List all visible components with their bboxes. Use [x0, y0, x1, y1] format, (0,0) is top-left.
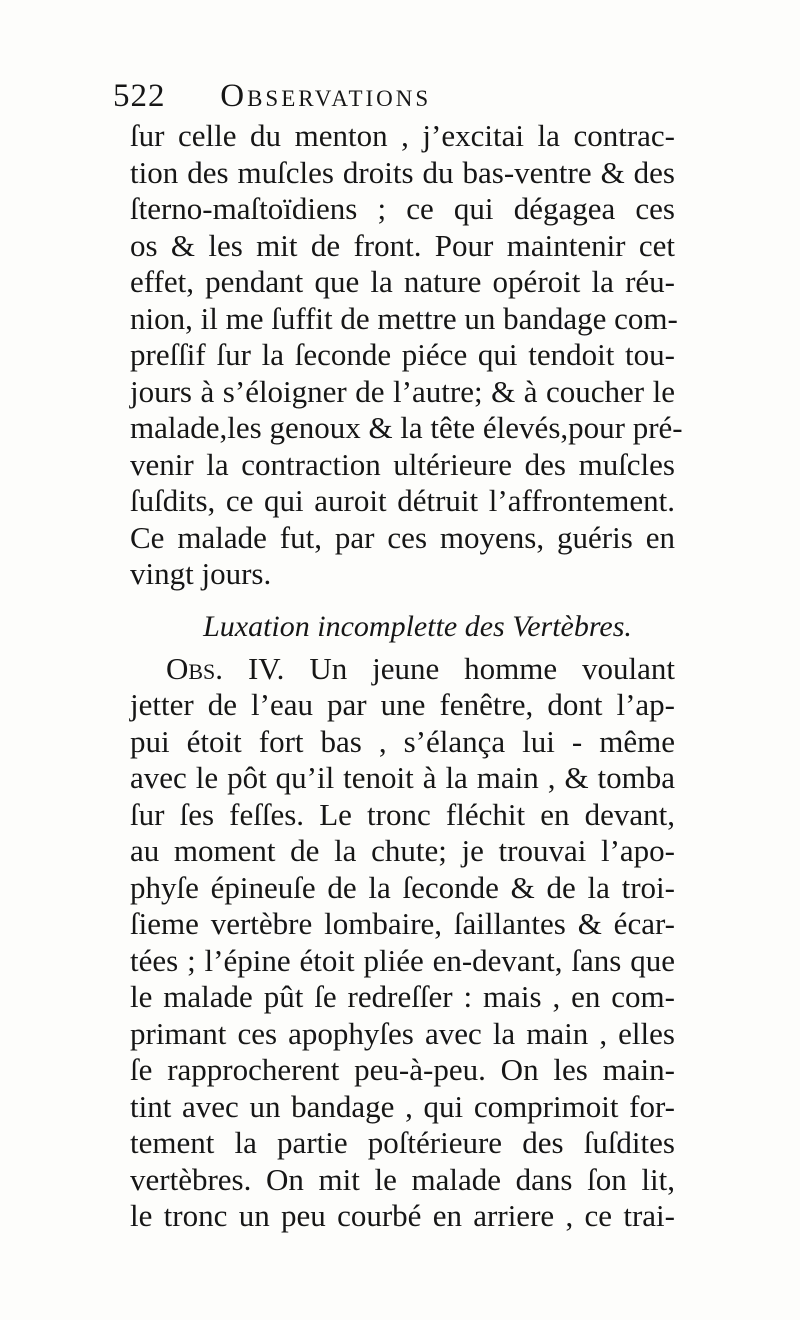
- observation-first-line: [130, 651, 675, 688]
- text-line: le malade pût ſe redreſſer : mais , en com-: [130, 979, 675, 1014]
- text-line: ſieme vertèbre lombaire, ſaillantes & écar-: [130, 906, 675, 941]
- text-line: vingt jours.: [130, 556, 272, 591]
- page-number: 522: [113, 78, 166, 114]
- text-line: ſuſdits, ce qui auroit détruit l’affrontement.: [130, 483, 675, 518]
- section-heading: Luxation incomplette des Vertèbres.: [203, 609, 632, 643]
- text-line: tées ; l’épine étoit pliée en-devant, ſans que: [130, 942, 675, 978]
- paragraph-1: [130, 118, 683, 593]
- text-line: pui étoit fort bas , s’élança lui - même: [130, 723, 675, 759]
- body-text: [130, 118, 683, 1235]
- text-line: tion des muſcles droits du bas-ventre & des: [130, 154, 675, 190]
- text-line: au moment de la chute; je trouvai l’apo-: [130, 833, 675, 868]
- text-line: primant ces apophyſes avec la main , elles: [130, 1015, 675, 1051]
- text-line: nion, il me ſuffit de mettre un bandage com-: [130, 300, 678, 336]
- text-line: avec le pôt qu’il tenoit à la main , & tomba: [130, 760, 675, 795]
- text-line: ſur celle du menton , j’excitai la contrac-: [130, 118, 675, 153]
- text-line: jetter de l’eau par une fenêtre, dont l’ap-: [130, 687, 675, 722]
- paragraph-2: [130, 651, 675, 1235]
- text-line: jours à s’éloigner de l’autre; & à coucher le: [130, 373, 675, 409]
- text-line: tement la partie poſtérieure des ſuſdites: [130, 1125, 675, 1160]
- text-line: venir la contraction ultérieure des muſcles: [130, 446, 675, 482]
- text-line: os & les mit de front. Pour maintenir cet: [130, 227, 675, 263]
- text-line: ſur ſes feſſes. Le tronc fléchit en devant,: [130, 796, 675, 832]
- text-line: ſe rapprocherent peu-à-peu. On les main-: [130, 1052, 675, 1087]
- page-header: [113, 70, 693, 120]
- observation-number: IV.: [247, 650, 285, 686]
- text-line: Ce malade fut, par ces moyens, guéris en: [130, 519, 675, 555]
- text-line: effet, pendant que la nature opéroit la réu-: [130, 264, 675, 299]
- text-line: le tronc un peu courbé en arriere , ce trai-: [130, 1198, 675, 1233]
- text-line: phyſe épineuſe de la ſeconde & de la troi-: [130, 869, 675, 905]
- text-line: Un jeune homme voulant: [309, 650, 676, 686]
- text-line: preſſif ſur la ſeconde piéce qui tendoit tou-: [130, 337, 675, 372]
- observation-label: Obs.: [166, 650, 224, 686]
- text-line: tint avec un bandage , qui comprimoit for-: [130, 1088, 675, 1124]
- text-line: malade,les genoux & la tête élevés,pour pré-: [130, 410, 683, 445]
- text-line: vertèbres. On mit le malade dans ſon lit,: [130, 1161, 675, 1197]
- running-head: Observations: [220, 78, 432, 114]
- text-line: ſterno-maſtoïdiens ; ce qui dégagea ces: [130, 191, 675, 226]
